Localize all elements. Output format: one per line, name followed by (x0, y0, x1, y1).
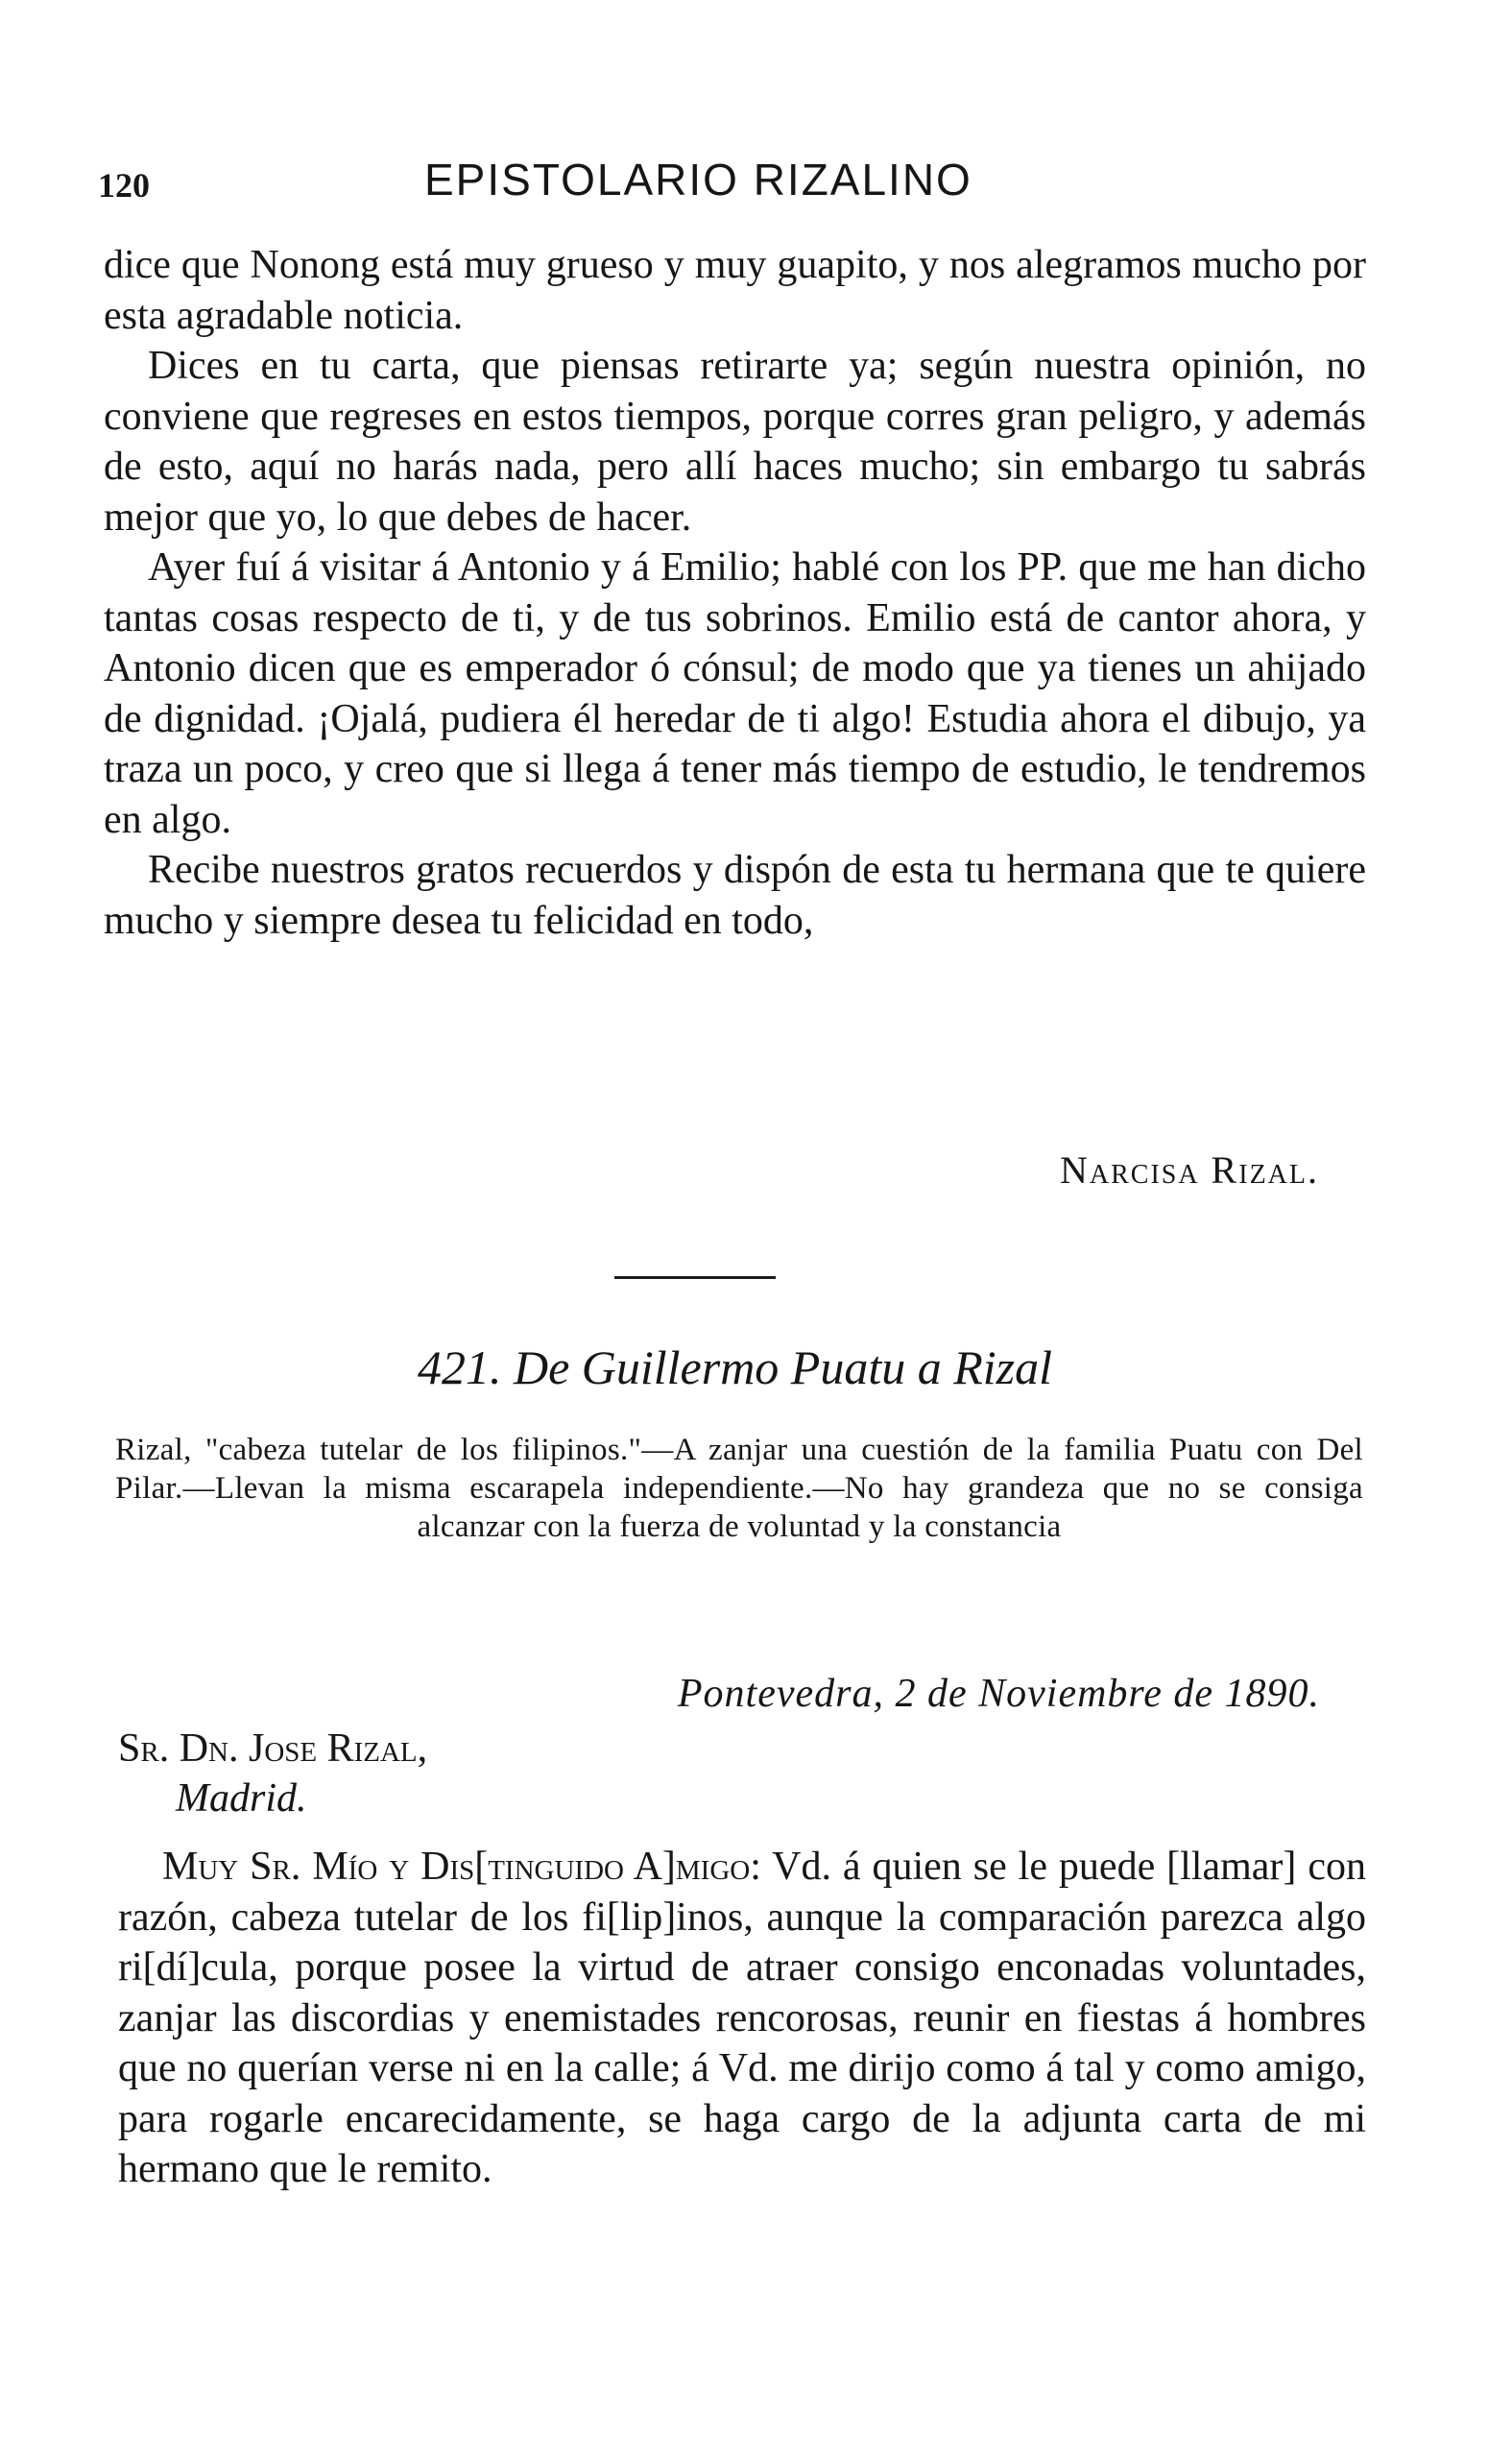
running-title: EPISTOLARIO RIZALINO (424, 155, 972, 205)
letter-421-body (118, 1842, 1366, 2195)
running-head (98, 154, 1365, 211)
salutation: Muy Sr. Mío y Dis[tinguido A]migo: (162, 1845, 761, 1889)
dateline: Pontevedra, 2 de Noviembre de 1890. (677, 1672, 1320, 1716)
paragraph: Recibe nuestros gratos recuerdos y dispón de esta tu hermana que te quiere mucho y siempre desea tu felicidad en todo, (104, 848, 1366, 943)
signature: Narcisa Rizal. (1059, 1148, 1319, 1192)
body-text: Vd. á quien se le puede [llamar] con razón, cabeza tutelar de los fi[lip]inos, aunque la comparación parezca algo ri[dí]cula, porque posee la virtud de atraer consigo enconadas voluntades, zanjar las discordias y enemistades rencorosas, reunir en fiestas á hombres que no querían verse ni en la calle; á Vd. me dirijo como á tal y como amigo, para rogarle encarecidamente, se haga cargo de la adjunta carta de mi hermano que le remito. (118, 1845, 1366, 2191)
letter-summary: Rizal, "cabeza tutelar de los filipinos."—A zanjar una cuestión de la familia Puatu con Del Pilar.—Llevan la misma escarapela independiente.—No hay grandeza que no se consiga alcanzar con la fuerza de voluntad y la constancia (115, 1433, 1363, 1544)
addressee (118, 1724, 427, 1823)
page-number: 120 (98, 166, 150, 205)
section-divider (614, 1276, 776, 1279)
paragraph (118, 1842, 1366, 2195)
paragraph: Dices en tu carta, que piensas retirarte ya; según nuestra opinión, no conviene que regreses en estos tiempos, porque corres gran peligro, y además de esto, aquí no harás nada, pero allí haces mucho; sin embargo tu sabrás mejor que yo, lo que debes de hacer. (104, 344, 1366, 540)
letter-420-continuation (104, 240, 1366, 946)
addressee-city: Madrid. (176, 1776, 307, 1821)
letter-heading: 421. De Guillermo Puatu a Rizal (417, 1340, 1053, 1394)
paragraph: dice que Nonong está muy grueso y muy guapito, y nos alegramos mucho por esta agradable noticia. (104, 243, 1366, 338)
paragraph: Ayer fuí á visitar á Antonio y á Emilio; hablé con los PP. que me han dicho tantas cosas respecto de ti, y de tus sobrinos. Emilio está de cantor ahora, y Antonio dicen que es emperador ó cónsul; de modo que ya tienes un ahijado de dignidad. ¡Ojalá, pudiera él heredar de ti algo! Estudia ahora el dibujo, ya traza un poco, y creo que si llega á tener más tiempo de estudio, le tendremos en algo. (104, 545, 1366, 842)
addressee-name: Sr. Dn. Jose Rizal, (118, 1726, 428, 1771)
